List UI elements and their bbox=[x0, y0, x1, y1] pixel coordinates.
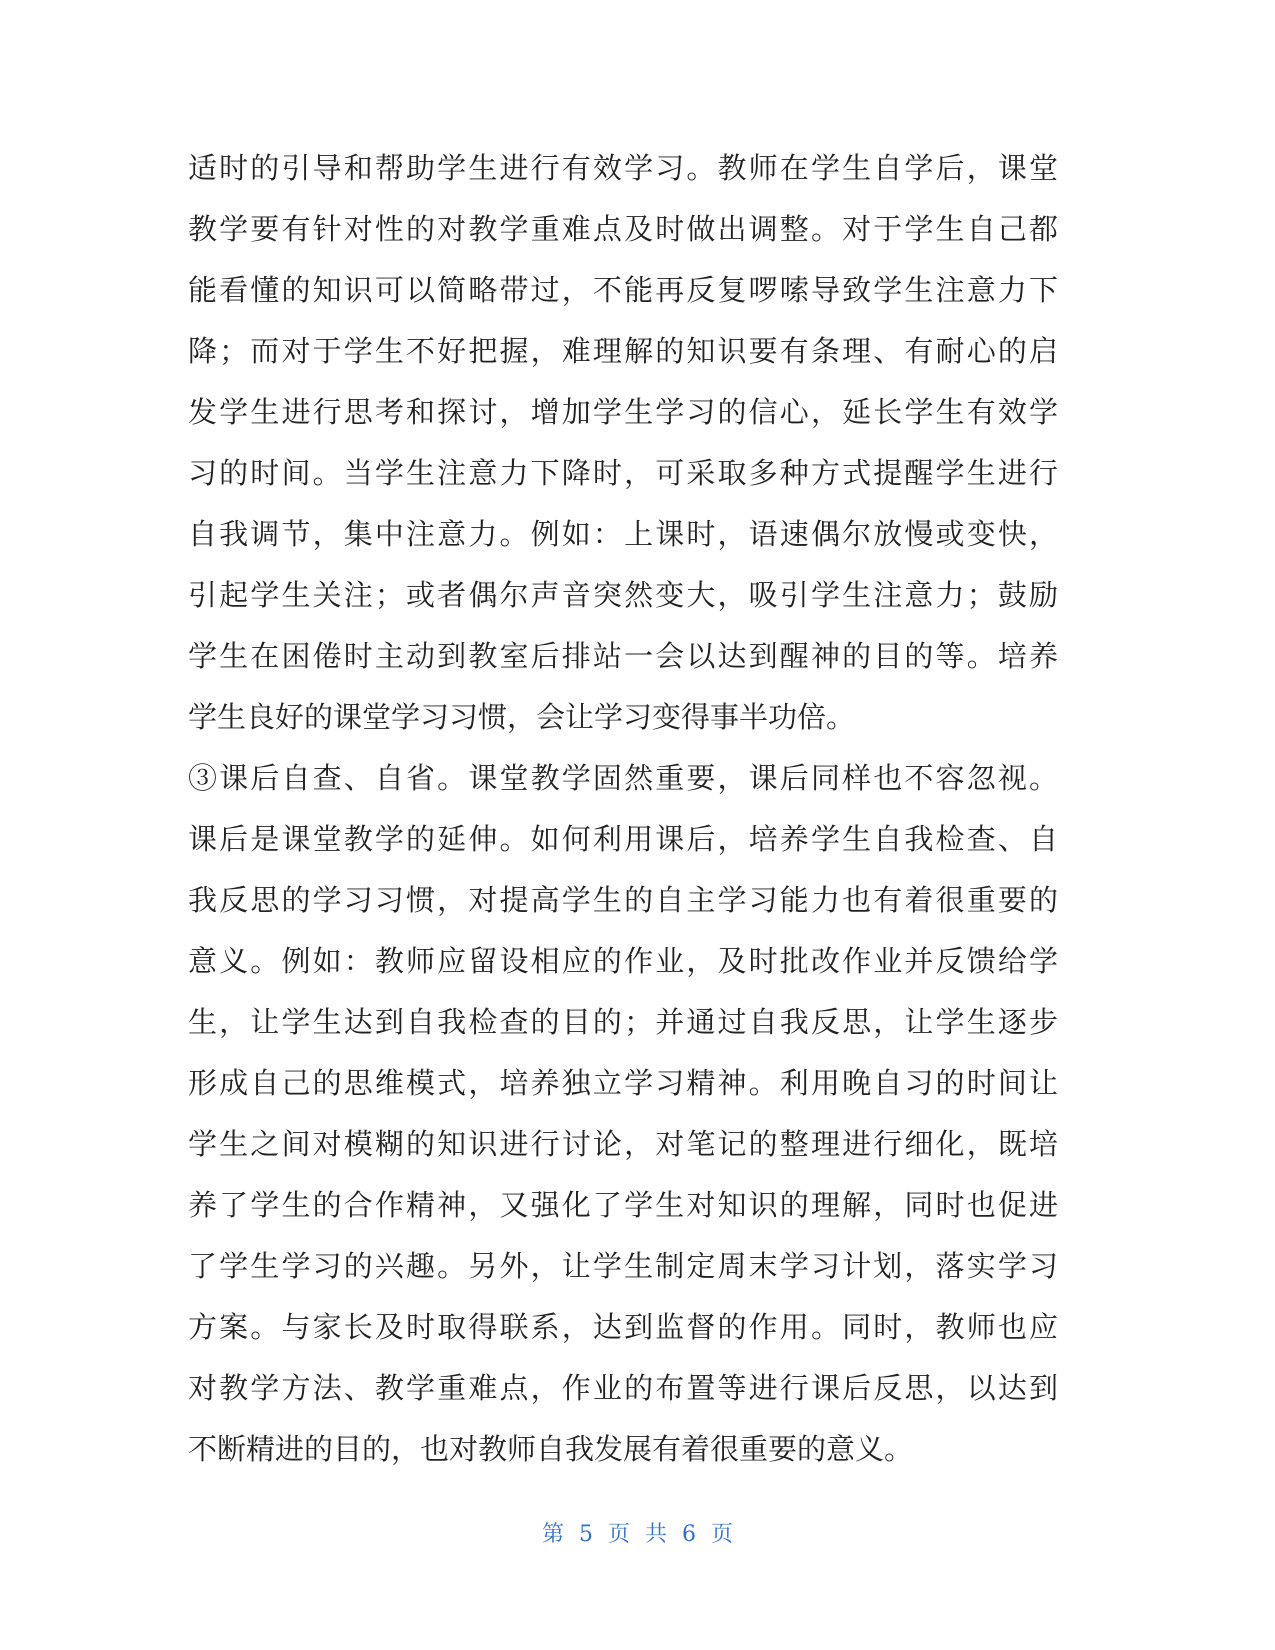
text-line-4: 降；而对于学生不好把握，难理解的知识要有条理、有耐心的启 bbox=[188, 334, 1058, 368]
text-line-8: 引起学生关注；或者偶尔声音突然变大，吸引学生注意力；鼓励 bbox=[188, 578, 1058, 612]
text-line-14: 意义。例如：教师应留设相应的作业，及时批改作业并反馈给学 bbox=[188, 944, 1058, 978]
text-line-1: 适时的引导和帮助学生进行有效学习。教师在学生自学后，课堂 bbox=[188, 151, 1058, 185]
text-line-3: 能看懂的知识可以简略带过，不能再反复啰嗦导致学生注意力下 bbox=[188, 273, 1058, 307]
text-line-18: 养了学生的合作精神，又强化了学生对知识的理解，同时也促进 bbox=[188, 1188, 1058, 1222]
text-line-20: 方案。与家长及时取得联系，达到监督的作用。同时，教师也应 bbox=[188, 1310, 1058, 1344]
text-line-15: 生，让学生达到自我检查的目的；并通过自我反思，让学生逐步 bbox=[188, 1005, 1058, 1039]
text-line-19: 了学生学习的兴趣。另外，让学生制定周末学习计划，落实学习 bbox=[188, 1249, 1058, 1283]
text-line-2: 教学要有针对性的对教学重难点及时做出调整。对于学生自己都 bbox=[188, 212, 1058, 246]
text-line-12: 课后是课堂教学的延伸。如何利用课后，培养学生自我检查、自 bbox=[188, 822, 1058, 856]
text-line-13: 我反思的学习习惯，对提高学生的自主学习能力也有着很重要的 bbox=[188, 883, 1058, 917]
text-line-17: 学生之间对模糊的知识进行讨论，对笔记的整理进行细化，既培 bbox=[188, 1127, 1058, 1161]
text-line-16: 形成自己的思维模式，培养独立学习精神。利用晚自习的时间让 bbox=[188, 1066, 1058, 1100]
text-line-7: 自我调节，集中注意力。例如：上课时，语速偶尔放慢或变快， bbox=[188, 517, 1058, 551]
text-line-11: ③课后自查、自省。课堂教学固然重要，课后同样也不容忽视。 bbox=[188, 761, 1058, 795]
page-number-footer: 第 5 页 共 6 页 bbox=[542, 1522, 733, 1547]
text-line-5: 发学生进行思考和探讨，增加学生学习的信心，延长学生有效学 bbox=[188, 395, 1058, 429]
text-line-6: 习的时间。当学生注意力下降时，可采取多种方式提醒学生进行 bbox=[188, 456, 1058, 490]
text-line-10: 学生良好的课堂学习习惯，会让学习变得事半功倍。 bbox=[188, 700, 856, 734]
text-line-22: 不断精进的目的，也对教师自我发展有着很重要的意义。 bbox=[188, 1432, 914, 1466]
text-line-21: 对教学方法、教学重难点，作业的布置等进行课后反思，以达到 bbox=[188, 1371, 1058, 1405]
text-line-9: 学生在困倦时主动到教室后排站一会以达到醒神的目的等。培养 bbox=[188, 639, 1058, 673]
document-body bbox=[188, 138, 1058, 1480]
